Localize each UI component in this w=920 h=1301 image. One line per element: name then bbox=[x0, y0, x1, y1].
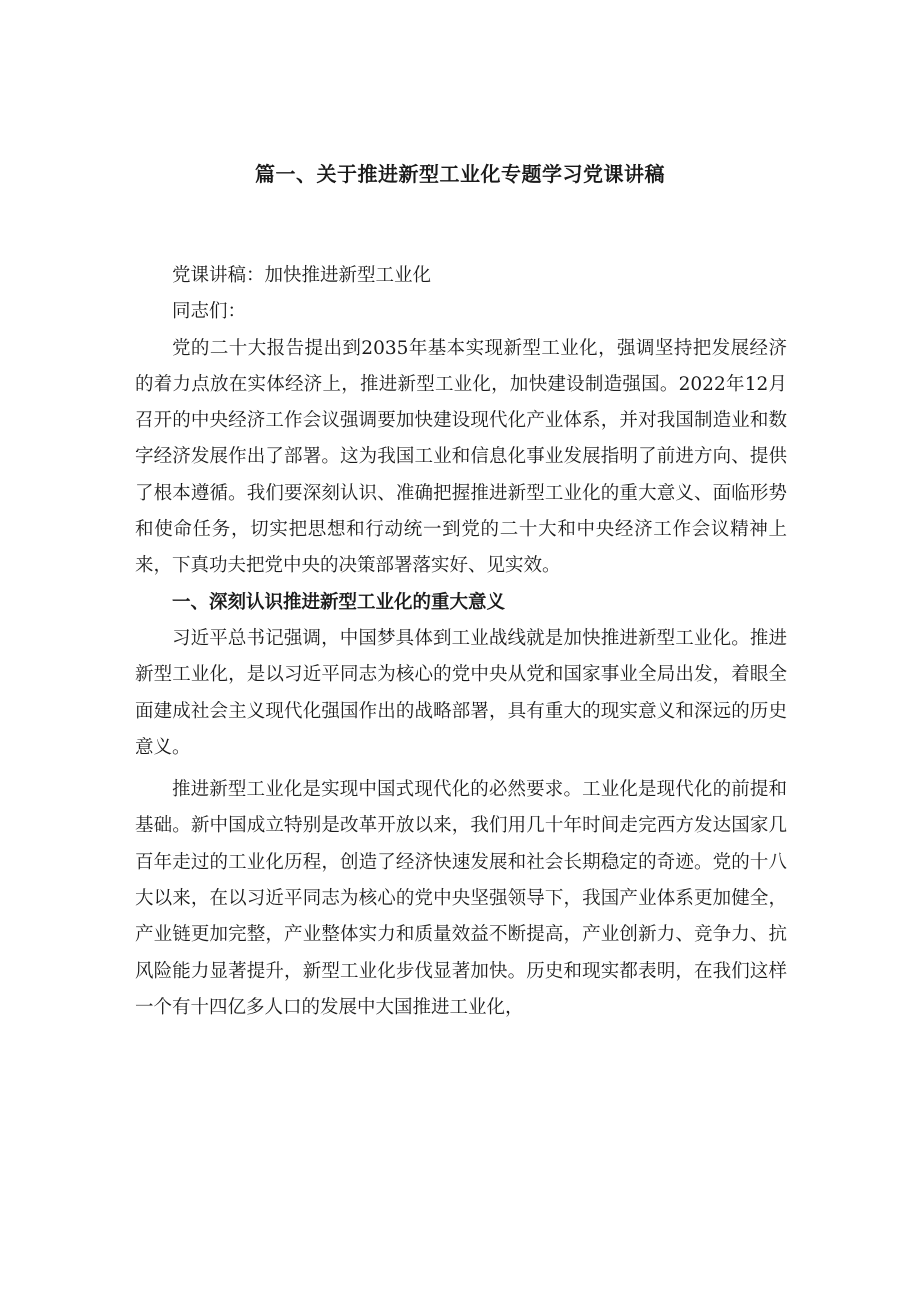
section-paragraph-2: 推进新型工业化是实现中国式现代化的必然要求。工业化是现代化的前提和基础。新中国成立特别是改革开放以来，我们用几十年时间走完西方发达国家几百年走过的工业化历程，创造了经济快速发展和社会长期稳定的奇迹。党的十八大以来，在以习近平同志为核心的党中央坚强领导下，我国产业体系更加健全，产业链更加完整，产业整体实力和质量效益不断提高，产业创新力、竞争力、抗风险能力显著提升，新型工业化步伐显著加快。历史和现实都表明，在我们这样一个有十四亿多人口的发展中大国推进工业化， bbox=[135, 779, 787, 1018]
intro-paragraph: 党的二十大报告提出到2035年基本实现新型工业化，强调坚持把发展经济的着力点放在实体经济上，推进新型工业化，加快建设制造强国。2022年12月召开的中央经济工作会议强调要加快建设现代化产业体系，并对我国制造业和数字经济发展作出了部署。这为我国工业和信息化事业发展指明了前进方向、提供了根本遵循。我们要深刻认识、准确把握推进新型工业化的重大意义、面临形势和使命任务，切实把思想和行动统一到党的二十大和中央经济工作会议精神上来，下真功夫把党中央的决策部署落实好、见实效。 bbox=[135, 337, 787, 577]
subtitle-line: 党课讲稿：加快推进新型工业化 bbox=[172, 265, 432, 286]
section-paragraph-1: 习近平总书记强调，中国梦具体到工业战线就是加快推进新型工业化。推进新型工业化，是以习近平同志为核心的党中央从党和国家事业全局出发，着眼全面建成社会主义现代化强国作出的战略部署，具有重大的现实意义和深远的历史意义。 bbox=[135, 627, 787, 758]
document-body bbox=[135, 258, 787, 1026]
section-heading: 一、深刻认识推进新型工业化的重大意义 bbox=[172, 591, 506, 613]
document-title: 篇一、关于推进新型工业化专题学习党课讲稿 bbox=[255, 162, 665, 186]
salutation-line: 同志们： bbox=[172, 301, 247, 323]
